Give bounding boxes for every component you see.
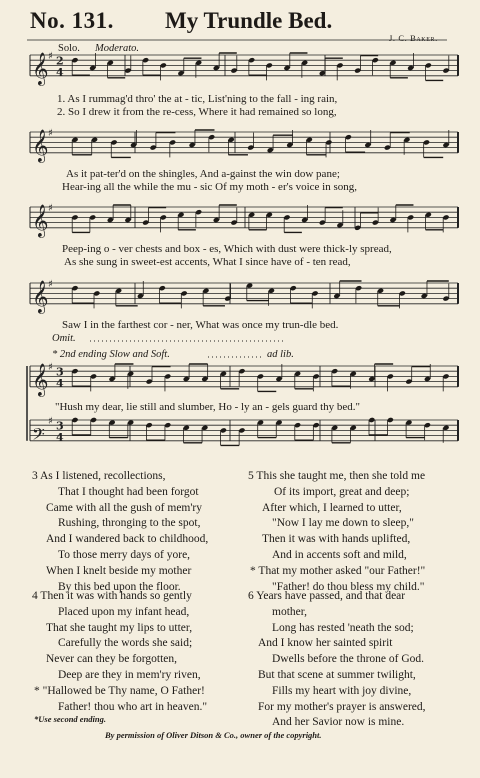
verse-line: To those merry days of yore, xyxy=(58,548,191,561)
time-signature-top: 2 xyxy=(56,54,64,68)
treble-clef: 𝄞 xyxy=(32,203,49,237)
verse-line: Rushing, thronging to the spot, xyxy=(58,517,201,530)
verse-line: * "Hallowed be Thy name, O Father! xyxy=(34,684,205,697)
verse-4 xyxy=(32,589,207,715)
verse-5 xyxy=(248,469,425,595)
lyric-line-3b: As she sung in sweet-est accents, What I since have of - ten read, xyxy=(64,256,351,268)
key-sharp: ♯ xyxy=(48,362,53,374)
verse-line: 6 Years have passed, and that dear xyxy=(248,590,406,602)
verse-line: Dwells before the throne of God. xyxy=(272,653,425,666)
key-sharp: ♯ xyxy=(48,51,53,63)
lyric-line-5: "Hush my dear, lie still and slumber, Ho - ly an - gels guard thy bed." xyxy=(55,401,361,413)
verse-line: But that scene at summer twilight, xyxy=(258,668,416,681)
lyric-line-4a: Saw I in the farthest cor - ner, What was once my trun-dle bed. xyxy=(62,319,339,331)
verse-line: Then it was with hands uplifted, xyxy=(262,533,411,546)
time-signature-bottom: 4 xyxy=(56,65,64,79)
time-signature-bottom: 4 xyxy=(56,430,64,444)
verse-line: Came with all the gush of mem'ry xyxy=(46,501,203,514)
verse-line: 5 This she taught me, then she told me xyxy=(248,470,426,482)
lyric-line-1a: 1. As I rummag'd thro' the at - tic, List'ning to the fall - ing rain, xyxy=(57,93,338,105)
verse-6 xyxy=(248,589,426,731)
lyric-line-2b: Hear-ing all the while the mu - sic Of my moth - er's voice in song, xyxy=(62,181,358,193)
key-sharp: ♯ xyxy=(48,416,53,428)
second-ending-marking: * 2nd ending Slow and Soft. xyxy=(52,349,170,360)
treble-clef: 𝄞 xyxy=(32,362,49,396)
omit-marking: Omit. xyxy=(52,333,76,344)
verse-line: By this bed upon the floor. xyxy=(58,580,181,593)
key-sharp: ♯ xyxy=(48,203,53,215)
verse-line: Placed upon my infant head, xyxy=(58,605,190,618)
time-signature-top: 3 xyxy=(56,365,64,379)
verse-line: Fills my heart with joy divine, xyxy=(272,684,412,697)
verse-line: Long has rested 'neath the sod; xyxy=(272,621,414,634)
hymn-number: No. 131. xyxy=(30,8,114,33)
time-signature-top: 3 xyxy=(56,419,64,433)
verse-line: Father! thou who art in heaven." xyxy=(58,700,208,713)
solo-marking: Solo. xyxy=(58,43,80,54)
verse-line: * That my mother asked "our Father!" xyxy=(250,564,426,577)
key-sharp: ♯ xyxy=(48,128,53,140)
verse-line: After which, I learned to utter, xyxy=(262,501,402,514)
treble-clef: 𝄞 xyxy=(32,51,49,85)
verse-3 xyxy=(32,469,208,595)
verse-line: And I wandered back to childhood, xyxy=(46,533,209,546)
lyric-line-2a: As it pat-ter'd on the shingles, And a-gainst the win dow pane; xyxy=(66,168,340,180)
verse-line: "Father! do thou bless my child." xyxy=(272,580,425,593)
verse-line: And her Savior now is mine. xyxy=(272,716,405,729)
verse-line: When I knelt beside my mother xyxy=(46,564,192,577)
verse-line: That I thought had been forgot xyxy=(58,485,199,498)
time-signature-bottom: 4 xyxy=(56,376,64,390)
verse-line: And I know her sainted spirit xyxy=(258,637,393,650)
verse-line: For my mother's prayer is answered, xyxy=(258,700,426,713)
bass-clef: 𝄢 xyxy=(32,423,45,448)
verse-line: And in accents soft and mild, xyxy=(272,548,407,561)
verse-line: Of its import, great and deep; xyxy=(274,485,410,498)
lyric-line-1b: 2. So I drew it from the re-cess, Where it had remained so long, xyxy=(57,106,337,118)
tempo-marking: Moderato. xyxy=(95,43,140,54)
hymn-title: My Trundle Bed. xyxy=(165,8,333,33)
key-sharp: ♯ xyxy=(48,279,53,291)
verse-line: 4 Then it was with hands so gently xyxy=(32,590,192,602)
adlib-marking: ad lib. xyxy=(267,349,294,360)
composer-credit: J. C. Baker. xyxy=(389,33,438,43)
verse-line: That she taught my lips to utter, xyxy=(46,621,193,634)
verse-line: Carefully the words she said; xyxy=(58,637,193,650)
footnote: *Use second ending. xyxy=(34,714,107,724)
verse-line: Never can they be forgotten, xyxy=(46,653,178,666)
lyric-line-3a: Peep-ing o - ver chests and box - es, Which with dust were thick-ly spread, xyxy=(62,243,392,255)
treble-clef: 𝄞 xyxy=(32,128,49,162)
copyright-notice: By permission of Oliver Ditson & Co., owner of the copyright. xyxy=(105,730,322,740)
verse-line: Deep are they in mem'ry riven, xyxy=(58,668,201,681)
verse-line: "Now I lay me down to sleep," xyxy=(272,517,414,530)
treble-clef: 𝄞 xyxy=(32,279,49,313)
verse-line: 3 As I listened, recollections, xyxy=(32,470,166,482)
verse-line: mother, xyxy=(272,605,307,618)
